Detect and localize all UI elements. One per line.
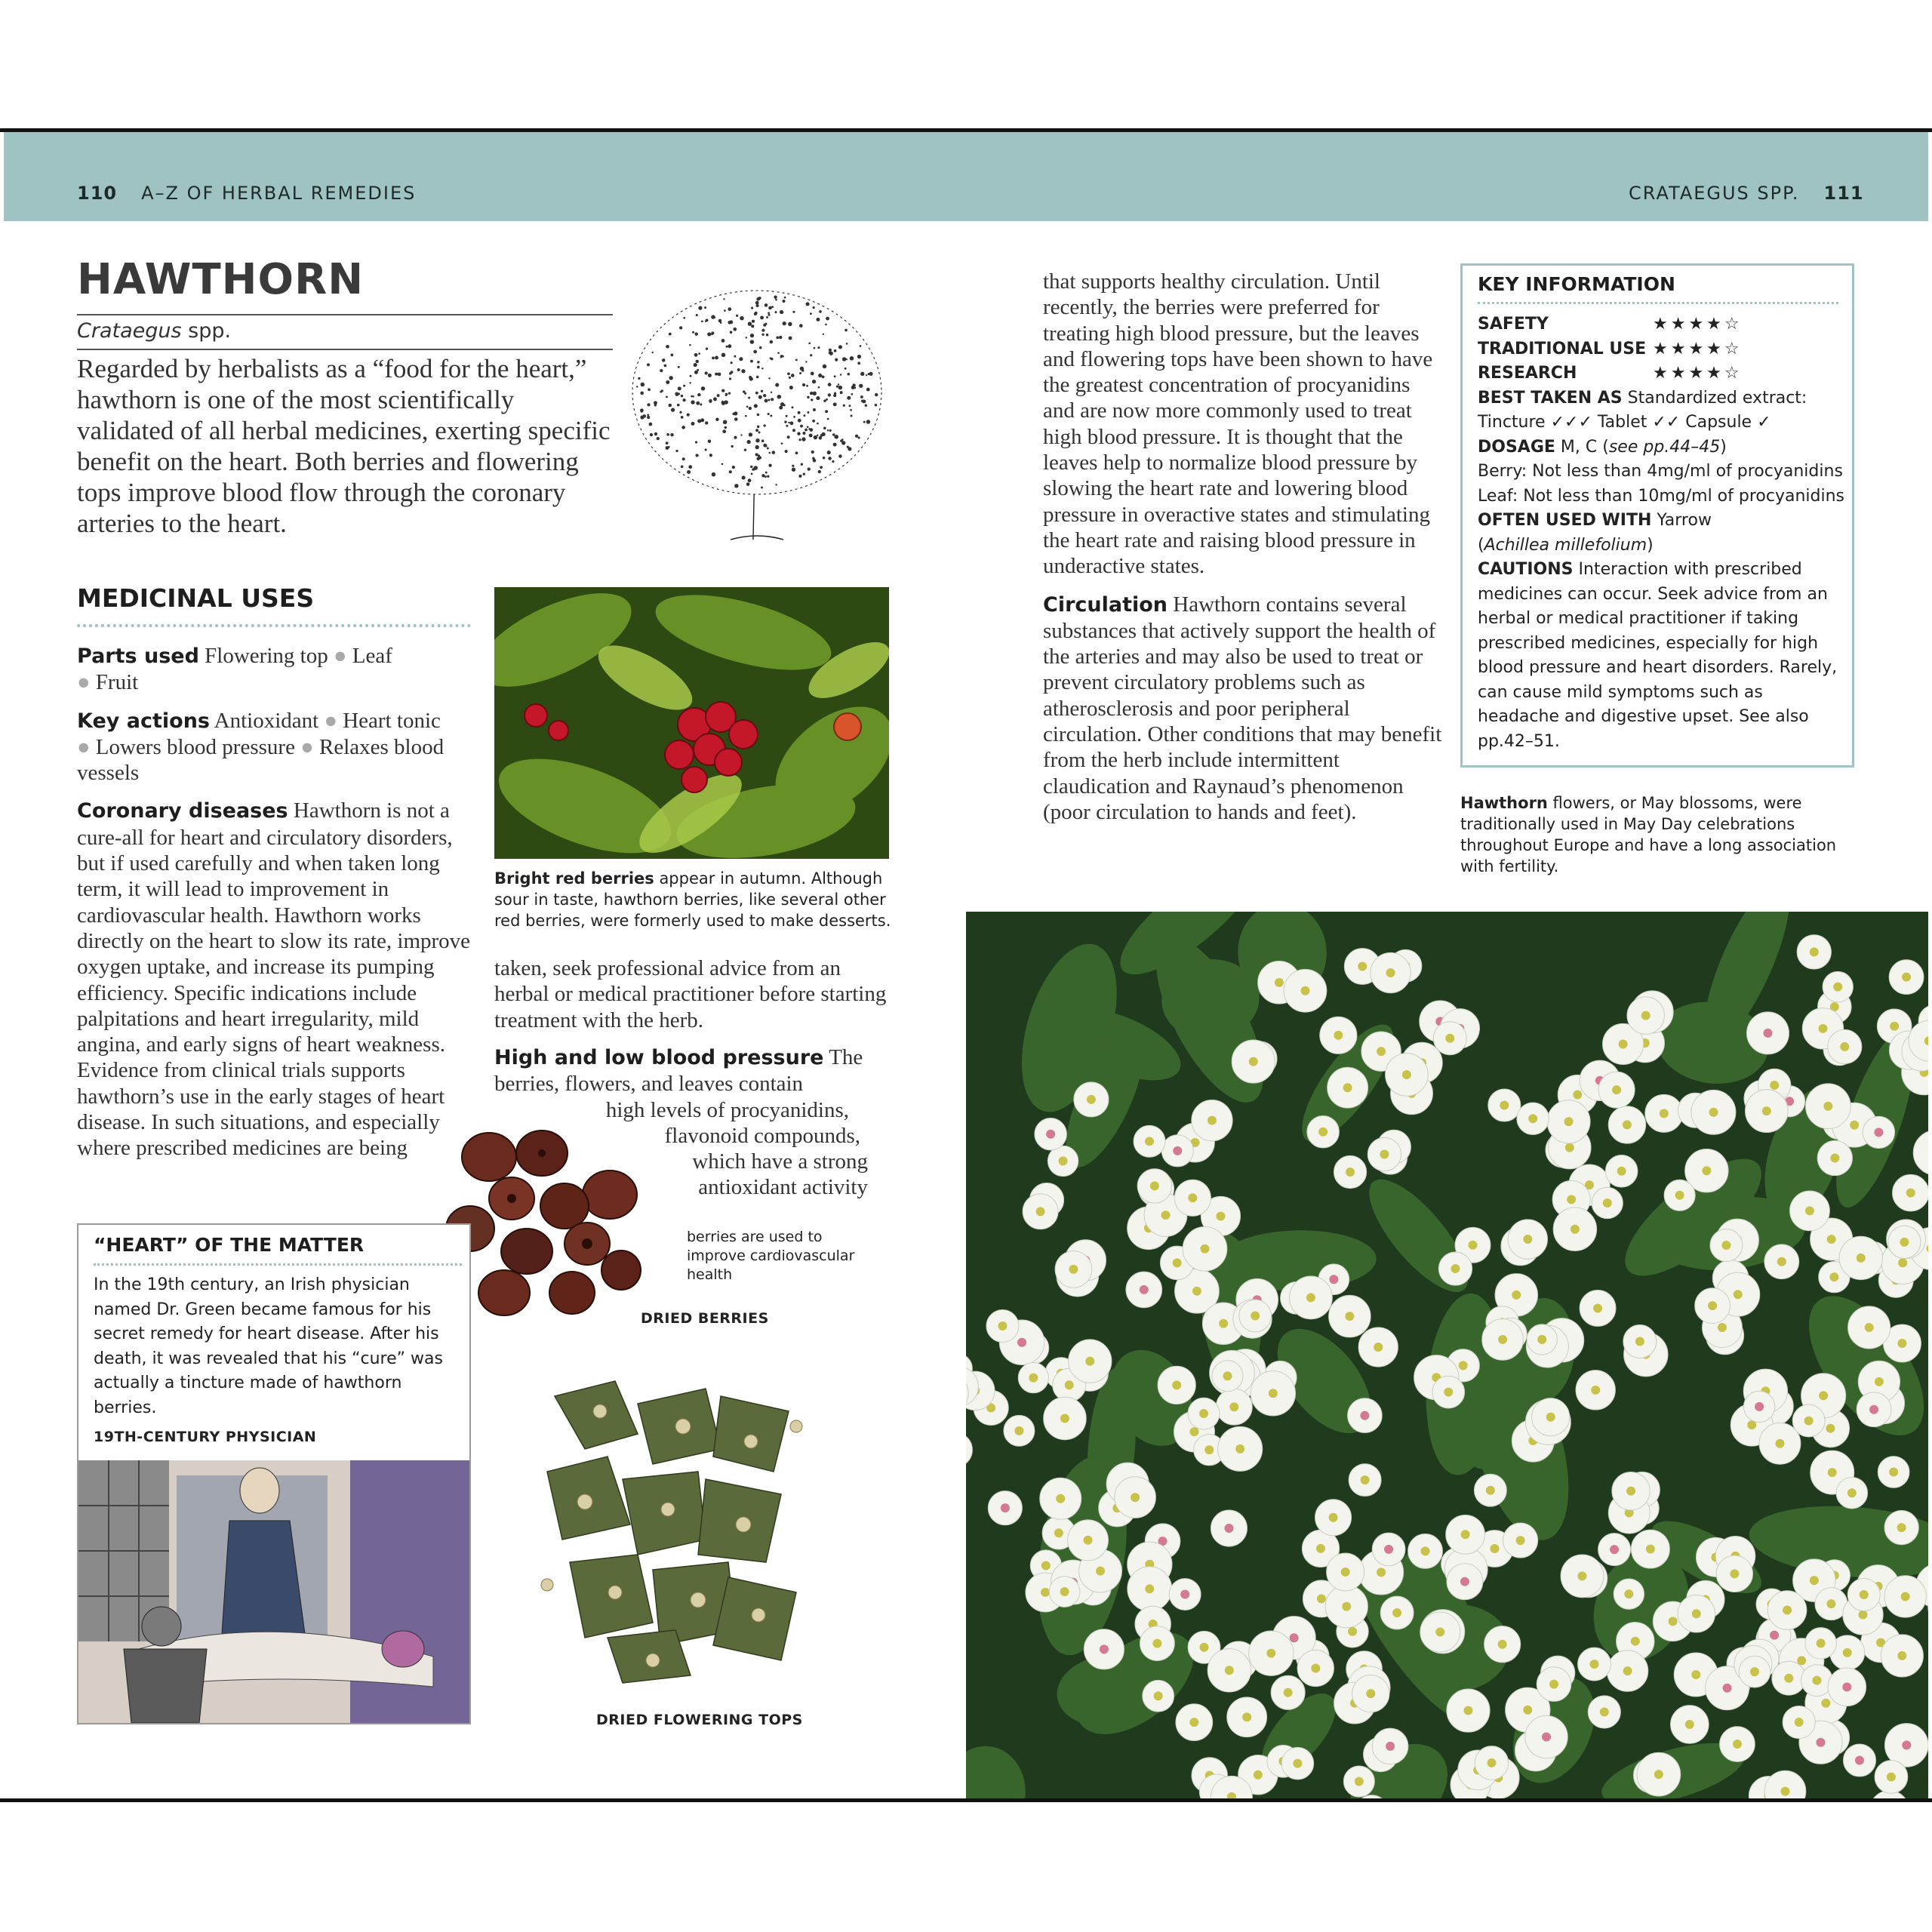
- dosage-close: ): [1720, 437, 1727, 457]
- sidebar-dotted-rule: [94, 1263, 462, 1266]
- coronary-continued: taken, seek professional advice from an herbal or medical practitioner before starting treatment with the herb.: [494, 956, 887, 1032]
- bp-line-4: flavonoid compounds,: [664, 1123, 860, 1148]
- coronary-label: Coronary diseases: [77, 799, 288, 823]
- action-relaxes-vessels: Relaxes blood vessels: [77, 734, 445, 786]
- best-taken-row: [1478, 386, 1847, 411]
- right-text-column: [1043, 269, 1443, 837]
- left-section-title: A–Z OF HERBAL REMEDIES: [141, 183, 417, 204]
- action-antioxidant: Antioxidant: [214, 708, 319, 733]
- often-used-value: Yarrow: [1657, 511, 1712, 530]
- dried-tops-label: DRIED FLOWERING TOPS: [596, 1712, 803, 1728]
- often-used-latin-row: (Achillea millefolium): [1478, 535, 1654, 555]
- cautions-text: Interaction with prescribed medicines can occur. Seek advice from an herbal or medical practitioner if taking prescribed medicines, especially for high blood pressure and heart disorders. Rarely, can cause mild symptoms such as headache and digestive upset. See also pp.42–51.: [1478, 560, 1838, 751]
- left-text-column: [77, 643, 477, 1174]
- latin-name: [77, 319, 231, 343]
- latin-suffix: spp.: [181, 319, 232, 343]
- key-info-body: [1478, 312, 1847, 754]
- red-berries-photo: [494, 587, 889, 859]
- rating-label: TRADITIONAL USE: [1478, 339, 1647, 358]
- key-info-heading: KEY INFORMATION: [1478, 273, 1675, 295]
- bullet-icon: ●: [77, 734, 91, 759]
- right-page-number: 111: [1823, 183, 1864, 204]
- middle-text-column: [494, 955, 887, 1045]
- bullet-icon: ●: [324, 708, 337, 733]
- flowers-caption-bold: Hawthorn: [1460, 794, 1548, 812]
- bp-line-3: high levels of procyanidins,: [605, 1097, 849, 1122]
- leaf-dosage: Leaf: Not less than 10mg/ml of procyanidins: [1478, 486, 1844, 506]
- key-actions-paragraph: [77, 708, 477, 786]
- rating-row-traditional-use: [1478, 337, 1847, 362]
- circulation-text: Hawthorn contains several substances that actively support the health of the arteries and may also be used to treat or prevent circulatory problems such as atherosclerosis and poor peripheral circulation. Other conditions that may benefit from the herb include intermittent claudication and Raynaud’s phenomenon (poor circulation to hands and feet).: [1043, 592, 1442, 824]
- hawthorn-flowers-photo: [966, 912, 1928, 1798]
- rating-label: RESEARCH: [1478, 364, 1577, 383]
- dosage-value: M, C (: [1560, 437, 1609, 457]
- rating-row-research: [1478, 361, 1847, 386]
- flowers-caption: [1460, 792, 1853, 877]
- bp-label: High and low blood pressure: [494, 1046, 824, 1069]
- cautions-row: [1478, 558, 1847, 754]
- key-information-box: [1460, 263, 1854, 768]
- sidebar-heading: “HEART” OF THE MATTER: [94, 1234, 365, 1256]
- latin-genus: Crataegus: [77, 319, 182, 343]
- bp-line-5: which have a strong: [692, 1149, 868, 1174]
- parts-used-paragraph: [77, 643, 477, 696]
- action-lowers-bp: Lowers blood pressure: [95, 734, 295, 759]
- bp-line-1: The: [829, 1045, 863, 1069]
- star-rating-icon: ★★★★☆: [1653, 339, 1743, 358]
- latin-rule: [77, 349, 613, 350]
- part-fruit: Fruit: [95, 670, 139, 695]
- often-used-label: OFTEN USED WITH: [1478, 511, 1652, 530]
- medicinal-uses-dotted-rule: [77, 624, 471, 627]
- often-used-latin: Achillea millefolium: [1484, 535, 1647, 555]
- sidebar-image-label: 19TH-CENTURY PHYSICIAN: [94, 1429, 317, 1445]
- entry-title: HAWTHORN: [77, 255, 365, 304]
- berries-caption-bold: Bright red berries: [494, 869, 654, 888]
- star-rating-icon: ★★★★☆: [1653, 315, 1743, 334]
- sidebar-text: In the 19th century, an Irish physician named Dr. Green became famous for his secret remedy for heart disease. After his death, it was revealed that his “cure” was actually a tincture made of hawthorn berries.: [94, 1275, 443, 1417]
- cautions-label: CAUTIONS: [1478, 560, 1574, 579]
- part-leaf: Leaf: [352, 644, 392, 668]
- often-used-row: [1478, 509, 1847, 534]
- dosage-row: [1478, 435, 1847, 460]
- intro-paragraph: Regarded by herbalists as a “food for the heart,” hawthorn is one of the most scientifically validated of all herbal medicines, exerting specific benefit on the heart. Both berries and flowering tops improve blood flow through the coronary arteries to the heart.: [77, 354, 611, 538]
- action-heart-tonic: Heart tonic: [343, 708, 441, 733]
- right-section-title: CRATAEGUS SPP.: [1629, 183, 1800, 204]
- best-taken-value: Standardized extract:: [1627, 388, 1807, 408]
- parts-used-label: Parts used: [77, 645, 199, 668]
- key-actions-label: Key actions: [77, 709, 210, 733]
- bullet-icon: ●: [300, 734, 314, 759]
- bp-line-6: antioxidant activity: [698, 1175, 868, 1200]
- heart-of-the-matter-sidebar: [77, 1223, 471, 1724]
- hawthorn-tree-illustration: [617, 272, 897, 543]
- bp-continued: that supports healthy circulation. Until recently, the berries were preferred for treating high blood pressure, but the leaves and flowering tops have been shown to have the greatest concentration of procyanidins and are now more commonly used to treat high blood pressure. It is thought that the leaves help to normalize blood pressure by slowing the heart rate and lowering blood pressure in overactive states and stimulating the heart rate and raising blood pressure in underactive states.: [1043, 269, 1433, 579]
- circulation-label: Circulation: [1043, 592, 1168, 617]
- circulation-paragraph: [1043, 592, 1443, 826]
- dosage-reference: see pp.44–45: [1608, 437, 1721, 457]
- berries-caption-text: appear in autumn. Although sour in taste, hawthorn berries, like several other red berries, were formerly used to make desserts.: [494, 869, 891, 930]
- medicinal-uses-heading: MEDICINAL USES: [77, 583, 315, 613]
- bp-line-2: berries, flowers, and leaves contain: [494, 1072, 804, 1097]
- left-page-number: 110: [77, 183, 118, 204]
- dosage-label: DOSAGE: [1478, 437, 1555, 457]
- right-running-header: [1629, 183, 1864, 204]
- bullet-icon: ●: [77, 670, 91, 695]
- bullet-icon: ●: [333, 644, 347, 668]
- dried-berries-label: DRIED BERRIES: [641, 1310, 769, 1327]
- best-taken-label: BEST TAKEN AS: [1478, 388, 1623, 408]
- rating-row-safety: [1478, 312, 1847, 337]
- rating-label: SAFETY: [1478, 315, 1549, 334]
- running-header-band: [4, 132, 1928, 221]
- dried-flowering-tops-photo: [525, 1366, 834, 1690]
- forms-row: Tincture ✓✓✓ Tablet ✓✓ Capsule ✓: [1478, 413, 1771, 432]
- coronary-paragraph: [77, 798, 477, 1161]
- berries-caption: [494, 868, 894, 931]
- key-info-dotted-rule: [1478, 302, 1838, 304]
- coronary-text: Hawthorn is not a cure-all for heart and circulatory disorders, but if used carefully and when taken long term, it will lead to improvement in cardiovascular health. Hawthorn works directly on the heart to slow its rate, improve oxygen uptake, and increase its pumping efficiency. Specific indications include palpitations and heart irregularity, mild angina, and early signs of heart weakness. Evidence from clinical trials supports hawthorn’s use in the early stages of heart disease. In such situations, and especially where prescribed medicines are being: [77, 798, 471, 1161]
- part-flowering-top: Flowering top: [205, 644, 328, 668]
- physician-engraving: [78, 1460, 469, 1723]
- berry-dosage: Berry: Not less than 4mg/ml of procyanidins: [1478, 462, 1843, 481]
- star-rating-icon: ★★★★☆: [1653, 364, 1743, 383]
- dried-berries-note: berries are used to improve cardiovascular health: [687, 1229, 855, 1283]
- title-rule: [77, 314, 613, 315]
- left-running-header: [77, 183, 416, 204]
- flowers-caption-text: flowers, or May blossoms, were traditionally used in May Day celebrations throughout Europe and have a long association with fertility.: [1460, 794, 1837, 875]
